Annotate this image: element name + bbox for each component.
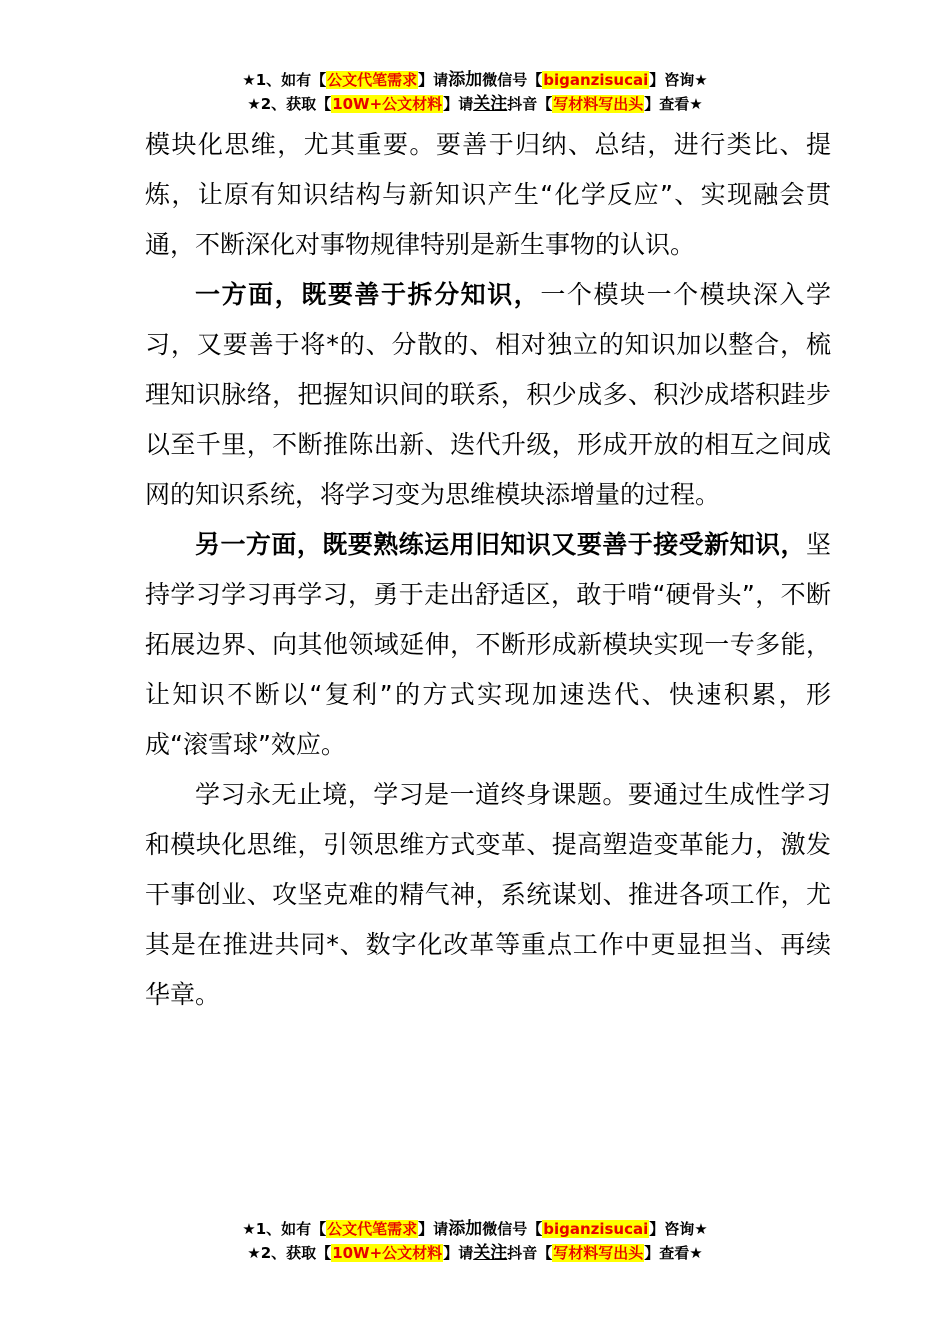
paragraph-1: 模块化思维，尤其重要。要善于归纳、总结，进行类比、提炼，让原有知识结构与新知识产生“化学反应”、实现融会贯通，不断深化对事物规律特别是新生事物的认识。 bbox=[145, 130, 831, 259]
banner-highlight: 公文代笔需求 bbox=[327, 1220, 418, 1238]
banner-text: 抖音【 bbox=[507, 95, 553, 113]
paragraph-2 bbox=[145, 270, 831, 520]
paragraph-text: 坚持学习学习再学习，勇于走出舒适区，敢于啃“硬骨头”，不断拓展边界、向其他领域延伸，不断形成新模块实现一专多能，让知识不断以“复利”的方式实现加速迭代、快速积累，形成“滚雪球”效应。 bbox=[145, 530, 831, 759]
banner-line-1 bbox=[0, 68, 950, 92]
banner-text: 】请 bbox=[418, 71, 449, 89]
banner-text: 】请 bbox=[443, 95, 474, 113]
banner-emphasis: 添加 bbox=[448, 1219, 483, 1239]
banner-text: 】请 bbox=[443, 1244, 474, 1262]
paragraph-text: 一个模块一个模块深入学习，又要善于将*的、分散的、相对独立的知识加以整合，梳理知识脉络，把握知识间的联系，积少成多、积沙成塔积跬步以至千里，不断推陈出新、迭代升级，形成开放的相互之间成网的知识系统，将学习变为思维模块添增量的过程。 bbox=[145, 280, 831, 509]
banner-emphasis: 添加 bbox=[448, 70, 483, 90]
banner-line-1 bbox=[0, 1217, 950, 1241]
banner-highlight: biganzisucai bbox=[543, 71, 649, 89]
banner-text: 微信号【 bbox=[482, 71, 543, 89]
paragraph-4: 学习永无止境，学习是一道终身课题。要通过生成性学习和模块化思维，引领思维方式变革、提高塑造变革能力，激发干事创业、攻坚克难的精气神，系统谋划、推进各项工作，尤其是在推进共同*、数字化改革等重点工作中更显担当、再续华章。 bbox=[145, 780, 831, 1009]
banner-line-2 bbox=[0, 92, 950, 116]
banner-text: 微信号【 bbox=[482, 1220, 543, 1238]
banner-highlight: 10W+公文材料 bbox=[332, 95, 443, 113]
banner-text: ★2、获取【 bbox=[247, 95, 332, 113]
banner-highlight: biganzisucai bbox=[543, 1220, 649, 1238]
banner-text: 抖音【 bbox=[507, 1244, 553, 1262]
banner-highlight: 写材料写出头 bbox=[553, 95, 644, 113]
header-banner bbox=[0, 68, 950, 116]
banner-text: 】查看★ bbox=[644, 1244, 703, 1262]
banner-text: ★2、获取【 bbox=[247, 1244, 332, 1262]
banner-line-2 bbox=[0, 1241, 950, 1265]
banner-text: 】请 bbox=[418, 1220, 449, 1238]
banner-text: ★1、如有【 bbox=[242, 1220, 327, 1238]
banner-highlight: 公文代笔需求 bbox=[327, 71, 418, 89]
paragraph-3 bbox=[145, 520, 831, 770]
banner-emphasis: 关注 bbox=[473, 94, 508, 114]
banner-text: 】查看★ bbox=[644, 95, 703, 113]
paragraph-lead: 一方面，既要善于拆分知识， bbox=[195, 280, 541, 309]
paragraph-lead: 另一方面，既要熟练运用旧知识又要善于接受新知识， bbox=[195, 530, 806, 559]
footer-banner bbox=[0, 1217, 950, 1265]
banner-text: 】咨询★ bbox=[649, 71, 708, 89]
banner-highlight: 10W+公文材料 bbox=[332, 1244, 443, 1262]
document-body bbox=[145, 120, 831, 1020]
banner-highlight: 写材料写出头 bbox=[553, 1244, 644, 1262]
banner-emphasis: 关注 bbox=[473, 1243, 508, 1263]
banner-text: 】咨询★ bbox=[649, 1220, 708, 1238]
banner-text: ★1、如有【 bbox=[242, 71, 327, 89]
